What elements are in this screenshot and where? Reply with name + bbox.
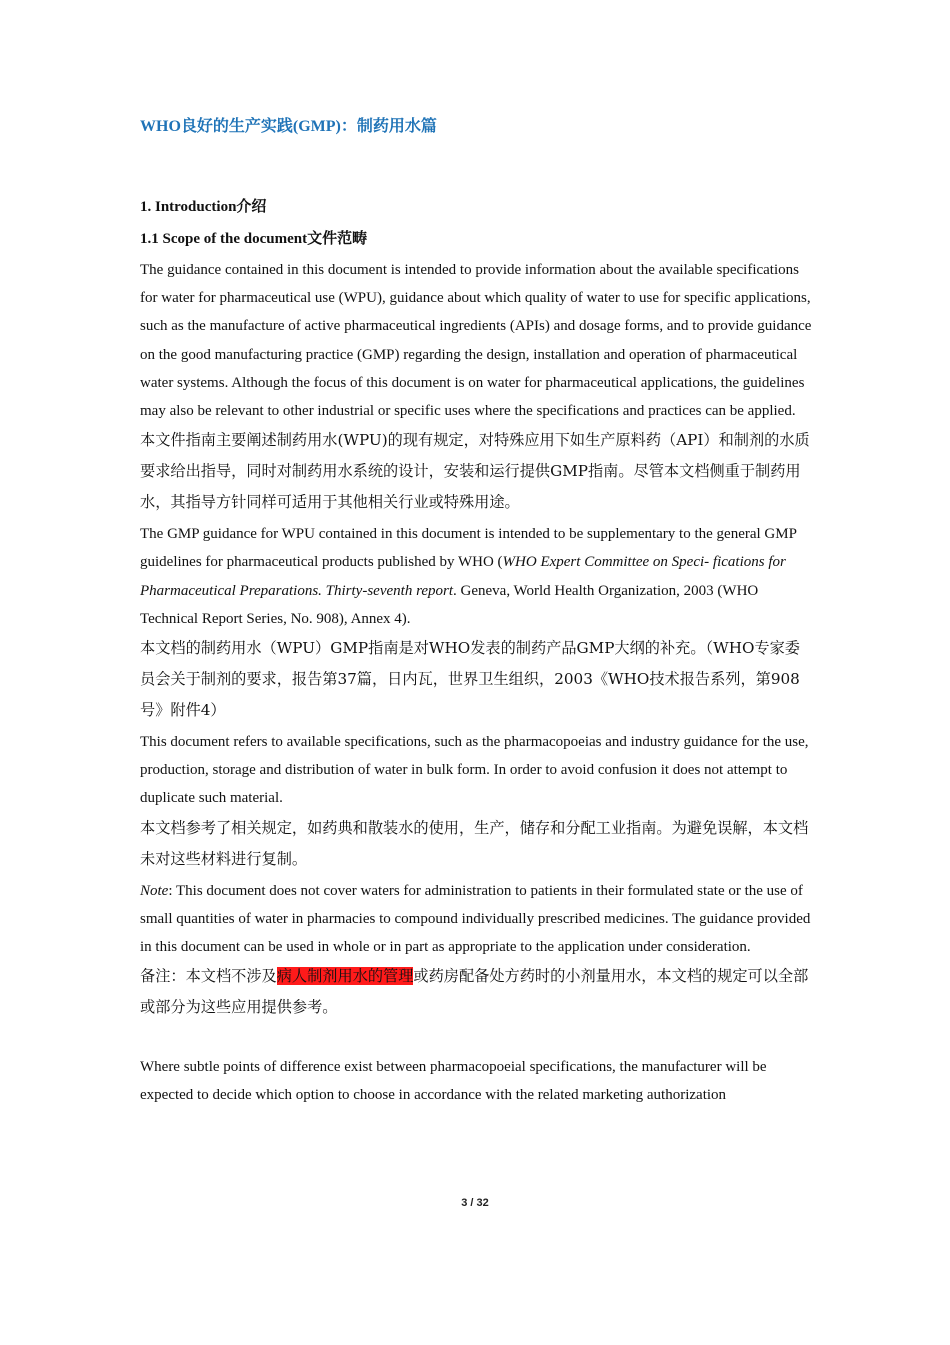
page-number: 3 / 32 <box>461 1197 489 1209</box>
note-english-text: : This document does not cover waters for administration to patients in their formulated state or the use of small quantities of water in pharmacies to compound individually prescribed medicines. The guidance provided in this document can be used in whole or in part as appropriate to the application under consideration. <box>140 882 811 956</box>
paragraph-3-english: This document refers to available specifications, such as the pharmacopoeias and industry guidance for the use, production, storage and distribution of water in bulk form. In order to avoid confusion it does not attempt to duplicate such material. <box>140 734 809 807</box>
note-chinese-end: 或药房配备处方药时的小剂量用水，本文档的规定可以全部或部分为这些应用提供参考。 <box>140 967 809 1017</box>
paragraph-2-english-start: The GMP guidance for WPU contained in this document is intended to be supplementary to the general GMP guidelines for pharmaceutical products published by WHO ( <box>140 526 797 571</box>
subsection-heading-scope: 1.1 Scope of the document文件范畴 <box>140 231 368 247</box>
note-chinese-start: 备注：本文档不涉及 <box>140 967 277 986</box>
note-label: Note <box>140 882 169 899</box>
paragraph-2-english-italic-citation: WHO Expert Committee on Speci- fications for Pharmaceutical Preparations. Thirty-seventh report <box>140 554 786 599</box>
note-chinese-highlighted-text: 病人制剂用水的管理 <box>276 967 414 986</box>
paragraph-3-chinese: 本文档参考了相关规定，如药典和散装水的使用，生产，储存和分配工业指南。为避免误解，本文档未对这些材料进行复制。 <box>140 818 809 868</box>
paragraph-2-english <box>140 520 812 633</box>
paragraph-2-english-end: . Geneva, World Health Organization, 2003 (WHO Technical Report Series, No. 908), Annex 4). <box>140 582 759 627</box>
document-title: WHO良好的生产实践(GMP)：制药用水篇 <box>140 118 437 135</box>
paragraph-1-english: The guidance contained in this document is intended to provide information about the available specifications for water for pharmaceutical use (WPU), guidance about which quality of water to use for specific applications, such as the manufacture of active pharmaceutical ingredients (APIs) and dosage forms, and to provide guidance on the good manufacturing practice (GMP) regarding the design, installation and operation of pharmaceutical water systems. Although the focus of this document is on water for pharmaceutical applications, the guidelines may also be relevant to other industrial or specific uses where the specifications and practices can be applied. <box>140 262 812 420</box>
paragraph-2-chinese: 本文档的制药用水（WPU）GMP指南是对WHO发表的制药产品GMP大纲的补充。（WHO专家委员会关于制剂的要求，报告第37篇，日内瓦，世界卫生组织，2003《WHO技术报告系列，第908号》附件4） <box>140 639 800 720</box>
document-body <box>140 196 812 1110</box>
note-chinese <box>140 961 812 1023</box>
paragraph-5-english: Where subtle points of difference exist between pharmacopoeial specifications, the manufacturer will be expected to decide which option to choose in accordance with the related marketing authorization <box>140 1059 767 1104</box>
section-heading-introduction: 1. Introduction介绍 <box>140 199 267 215</box>
note-english <box>140 877 812 962</box>
paragraph-1-chinese: 本文件指南主要阐述制药用水(WPU)的现有规定，对特殊应用下如生产原料药（API）和制剂的水质要求给出指导，同时对制药用水系统的设计，安装和运行提供GMP指南。尽管本文档侧重于制药用水，其指导方针同样可适用于其他相关行业或特殊用途。 <box>140 431 810 512</box>
